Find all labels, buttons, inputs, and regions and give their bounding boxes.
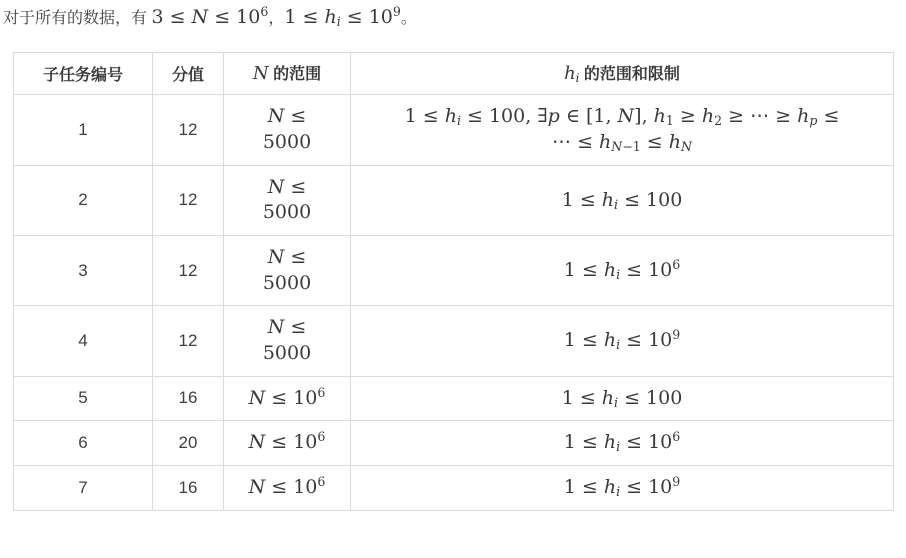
- table-cell: [14, 421, 153, 466]
- table-cell: [153, 236, 224, 306]
- table-cell: [14, 376, 153, 421]
- math-expression: $1 \le h_i \le 10^9$: [563, 474, 681, 500]
- math-expression: $1 \le h_i \le 100$: [561, 386, 683, 410]
- table-cell: [351, 95, 894, 165]
- table-row: [14, 95, 894, 165]
- table-cell: [153, 306, 224, 376]
- table-cell: [224, 465, 351, 510]
- table-cell: [14, 165, 153, 235]
- table-row: [14, 165, 894, 235]
- table-cell: [224, 236, 351, 306]
- text-fragment: 1: [78, 120, 88, 140]
- math-expression: $1 \le h_i \le 10^6$: [563, 256, 681, 282]
- math-expression: N ≤ 5000: [262, 105, 312, 154]
- math-expression: $1 \le h_i \le 10^9$: [284, 4, 401, 30]
- table-cell: [153, 95, 224, 165]
- text-fragment: 16: [178, 388, 198, 408]
- table-cell: [351, 306, 894, 376]
- table-cell: [224, 165, 351, 235]
- text-fragment: 2: [78, 190, 88, 210]
- math-expression: N ≤ 5000: [262, 246, 312, 294]
- text-fragment: 的范围和限制: [579, 66, 680, 84]
- table-cell: [14, 95, 153, 165]
- table-cell: [14, 306, 153, 376]
- math-expression: $N \le 10^6$: [248, 474, 326, 498]
- header-n-range: [224, 53, 351, 95]
- table-cell: [14, 236, 153, 306]
- text-fragment: ，: [268, 10, 285, 27]
- table-cell: [153, 421, 224, 466]
- text-fragment: 12: [178, 330, 198, 350]
- text-fragment: 12: [178, 260, 198, 280]
- table-row: [14, 465, 894, 510]
- text-fragment: 对于所有的数据，有: [3, 10, 152, 27]
- math-expression: N: [252, 63, 269, 85]
- table-cell: [153, 465, 224, 510]
- table-cell: [351, 165, 894, 235]
- text-fragment: 16: [178, 477, 198, 497]
- math-expression: $N \le 10^6$: [248, 429, 326, 454]
- math-expression: $1 \le h_i \le 10^9$: [563, 327, 681, 353]
- table-cell: [153, 376, 224, 421]
- table-cell: [14, 465, 153, 510]
- table-cell: [351, 376, 894, 421]
- table-cell: [224, 376, 351, 421]
- table-header-row: [14, 53, 894, 95]
- header-score: [153, 53, 224, 95]
- header-hi-range: [351, 53, 894, 95]
- math-expression: $1 \le h_i \le 100$, ∃p ∈ [1, N], $h_1 \ge h_2$ ≥ ⋯ ≥ $h_p$ ≤ ⋯ ≤ $h_{N-1} \le h_N$: [404, 105, 840, 155]
- math-expression: $1 \le h_i \le 100$: [561, 188, 683, 212]
- text-fragment: 子任务编号: [42, 67, 123, 85]
- text-fragment: 20: [178, 433, 198, 453]
- text-fragment: 的范围: [268, 66, 322, 84]
- table-cell: [224, 306, 351, 376]
- text-fragment: 5: [78, 388, 88, 408]
- math-expression: $N \le 10^6$: [248, 384, 326, 409]
- table-cell: [351, 421, 894, 466]
- math-expression: $h_i$: [564, 63, 580, 86]
- table-cell: [224, 95, 351, 165]
- table-row: [14, 421, 894, 466]
- text-fragment: 7: [78, 477, 88, 497]
- text-fragment: 。: [400, 10, 417, 27]
- subtask-constraints-table: [13, 52, 894, 510]
- math-expression: N ≤ 5000: [262, 175, 312, 224]
- text-fragment: 6: [78, 433, 88, 453]
- text-fragment: 12: [178, 190, 198, 210]
- table-cell: [153, 165, 224, 235]
- math-expression: N ≤ 5000: [262, 316, 312, 364]
- table-cell: [224, 421, 351, 466]
- table-row: [14, 236, 894, 306]
- table-cell: [351, 465, 894, 510]
- table-cell: [351, 236, 894, 306]
- table-row: [14, 306, 894, 376]
- text-fragment: 4: [78, 330, 88, 350]
- header-subtask-id: [14, 53, 153, 95]
- text-fragment: 12: [178, 120, 198, 140]
- math-expression: $3 \le N \le 10^6$: [151, 4, 269, 28]
- data-range-statement: [3, 5, 893, 32]
- table-row: [14, 376, 894, 421]
- math-expression: $1 \le h_i \le 10^6$: [563, 429, 681, 455]
- text-fragment: 分值: [171, 67, 204, 85]
- text-fragment: 3: [78, 260, 88, 280]
